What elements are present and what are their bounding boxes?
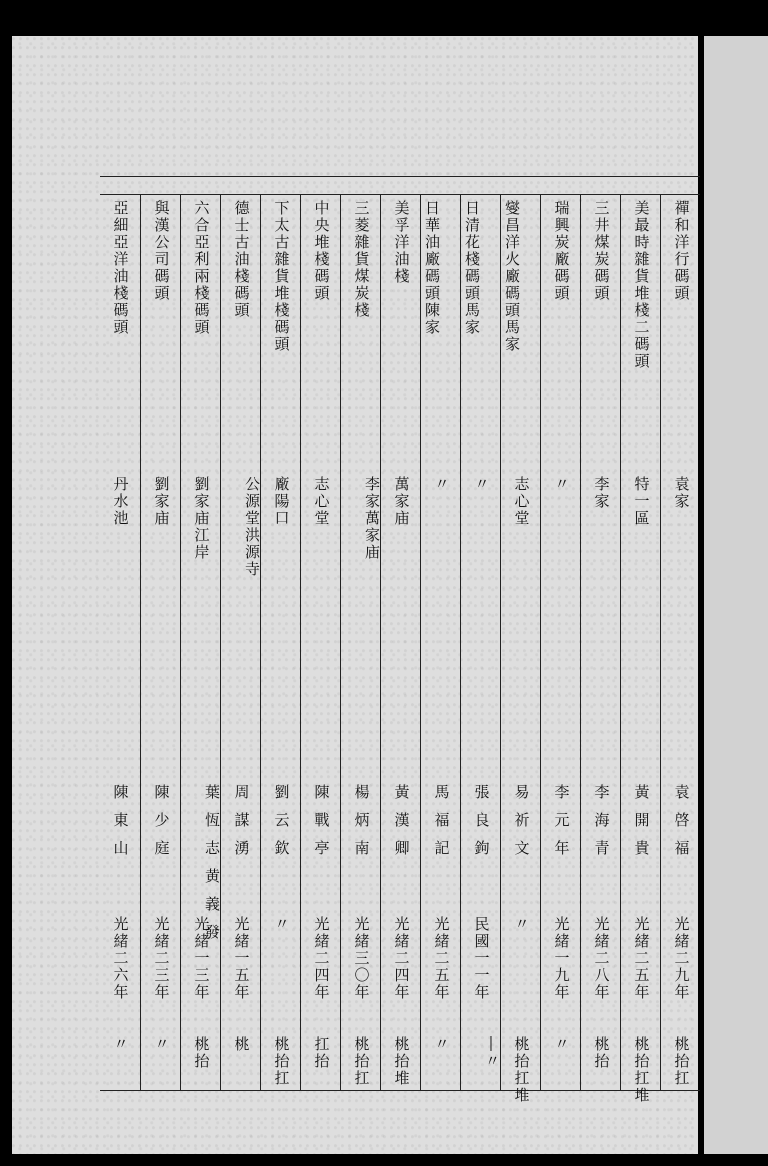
wharf-location-part: 李家: [363, 476, 381, 510]
wharf-name: 三井煤炭碼頭: [592, 200, 611, 302]
wharf-location: 〃: [432, 476, 451, 493]
wharf-established: 光緒二五年: [432, 916, 451, 1001]
wharf-location-part: 公源堂: [243, 476, 261, 527]
wharf-location: 〃: [552, 476, 571, 493]
wharf-cargo: 桃: [232, 1036, 251, 1053]
wharf-owner: 陳東山: [111, 784, 130, 868]
wharf-established: 光緒二四年: [312, 916, 331, 1001]
wharf-name: 亞細亞洋油棧碼頭: [111, 200, 130, 336]
wharf-cargo: 〃: [111, 1036, 130, 1053]
wharf-location: 特一區: [632, 476, 651, 527]
wharf-established: 光緒三〇年: [352, 916, 371, 1001]
table-row: [660, 194, 701, 1090]
wharf-name: 中央堆棧碼頭: [312, 200, 331, 302]
wharf-cargo: 桃抬堆: [392, 1036, 411, 1087]
wharf-cargo: 桃抬扛堆: [632, 1036, 651, 1104]
wharf-owner: 黃開貴: [632, 784, 651, 868]
wharf-owner: 陳戰亭: [312, 784, 331, 868]
table-row: [340, 194, 381, 1090]
wharf-established: 光緒二九年: [672, 916, 691, 1001]
wharf-established: 光緒二八年: [592, 916, 611, 1001]
wharf-owner-part: 葉恆志: [203, 784, 221, 868]
wharf-cargo: [461, 1036, 501, 1070]
wharf-cargo: 〃: [152, 1036, 171, 1053]
wharf-cargo: 扛抬: [312, 1036, 331, 1070]
wharf-owner-part: 黄義發: [203, 868, 221, 952]
table-row: [220, 194, 261, 1090]
wharf-cargo-part: ―: [483, 1036, 501, 1053]
wharf-established: 光緒一五年: [232, 916, 251, 1001]
wharf-name-part: 日華油廠碼頭: [423, 200, 441, 302]
wharf-name-part: 燮昌洋火廠碼頭: [503, 200, 521, 319]
wharf-cargo: 桃抬扛: [672, 1036, 691, 1087]
wharf-owner: 陳少庭: [152, 784, 171, 868]
table-top-rule: [100, 176, 700, 177]
wharf-established: 光緒一九年: [552, 916, 571, 1001]
wharf-cargo: 〃: [552, 1036, 571, 1053]
table-row: [300, 194, 341, 1090]
wharf-name: 瑞興炭廠碼頭: [552, 200, 571, 302]
wharf-location: [221, 476, 261, 578]
wharf-owner: 馬福記: [432, 784, 451, 868]
wharf-location: 袁家: [672, 476, 691, 510]
table-row: [260, 194, 301, 1090]
wharf-location: 劉家庙: [152, 476, 171, 527]
wharf-table: [100, 136, 700, 1104]
wharf-established: 光緒一三年: [192, 916, 211, 1001]
wharf-name: 德士古油棧碼頭: [232, 200, 251, 319]
table-row: [100, 194, 140, 1090]
wharf-owner: 李元年: [552, 784, 571, 868]
table-row: [420, 194, 461, 1090]
wharf-established: 光緒二五年: [632, 916, 651, 1001]
wharf-name: 三菱雜貨煤炭棧: [352, 200, 371, 319]
table-row: [460, 194, 501, 1090]
table-row: [540, 194, 581, 1090]
adjacent-page-strip: [704, 36, 768, 1154]
bleed-through-text: [746, 276, 758, 280]
wharf-cargo: 桃抬扛: [272, 1036, 291, 1087]
wharf-owner: 楊炳南: [352, 784, 371, 868]
wharf-name: 下太古雜貨堆棧碼頭: [272, 200, 291, 353]
wharf-location: 廠陽口: [272, 476, 291, 527]
wharf-location: 〃: [472, 476, 491, 493]
wharf-name: 禪和洋行碼頭: [672, 200, 691, 302]
wharf-location-part: 洪源寺: [243, 527, 261, 578]
table-row: [380, 194, 421, 1090]
wharf-location: 萬家庙: [392, 476, 411, 527]
wharf-established: 光緒二四年: [392, 916, 411, 1001]
document-page: [12, 36, 698, 1154]
wharf-name: 美最時雜貨堆棧二碼頭: [632, 200, 651, 370]
wharf-cargo: 桃抬: [192, 1036, 211, 1070]
wharf-name-part: 馬家: [503, 319, 521, 353]
wharf-name: 六合亞利兩棧碼頭: [192, 200, 211, 336]
wharf-location: 劉家庙江岸: [192, 476, 211, 561]
wharf-name-part: 陳家: [423, 302, 441, 336]
wharf-location: 李家: [592, 476, 611, 510]
wharf-location: [341, 476, 381, 561]
wharf-owner: 周謀湧: [232, 784, 251, 868]
wharf-established: 民國一一年: [472, 916, 491, 1001]
wharf-established: 〃: [512, 916, 531, 933]
wharf-name-part: 馬家: [463, 302, 481, 336]
wharf-established: 〃: [272, 916, 291, 933]
wharf-owner: 袁啓福: [672, 784, 691, 868]
table-row: [180, 194, 221, 1090]
wharf-owner: 黃漢卿: [392, 784, 411, 868]
table-bottom-rule: [100, 1090, 700, 1091]
table-row: [500, 194, 541, 1104]
wharf-cargo: 桃抬: [592, 1036, 611, 1070]
wharf-location-part: 萬家庙: [363, 510, 381, 561]
table-row: [580, 194, 621, 1090]
wharf-owner: 劉云欽: [272, 784, 291, 868]
wharf-cargo-part: 〃: [483, 1053, 501, 1070]
wharf-name: 與漢公司碼頭: [152, 200, 171, 302]
wharf-established: 光緒二三年: [152, 916, 171, 1001]
wharf-name-part: 日清花棧碼頭: [463, 200, 481, 302]
wharf-owner: 易祈文: [512, 784, 531, 868]
wharf-owner: 張良鉤: [472, 784, 491, 868]
wharf-name: 美孚洋油棧: [392, 200, 411, 285]
wharf-location: 志心堂: [512, 476, 531, 527]
wharf-location: 志心堂: [312, 476, 331, 527]
wharf-cargo: 桃抬扛堆: [512, 1036, 531, 1104]
table-row: [620, 194, 661, 1104]
wharf-location: 丹水池: [111, 476, 130, 527]
wharf-cargo: 桃抬扛: [352, 1036, 371, 1087]
wharf-owner: 李海青: [592, 784, 611, 868]
table-row: [140, 194, 181, 1090]
wharf-established: 光緒二六年: [111, 916, 130, 1001]
wharf-cargo: 〃: [432, 1036, 451, 1053]
